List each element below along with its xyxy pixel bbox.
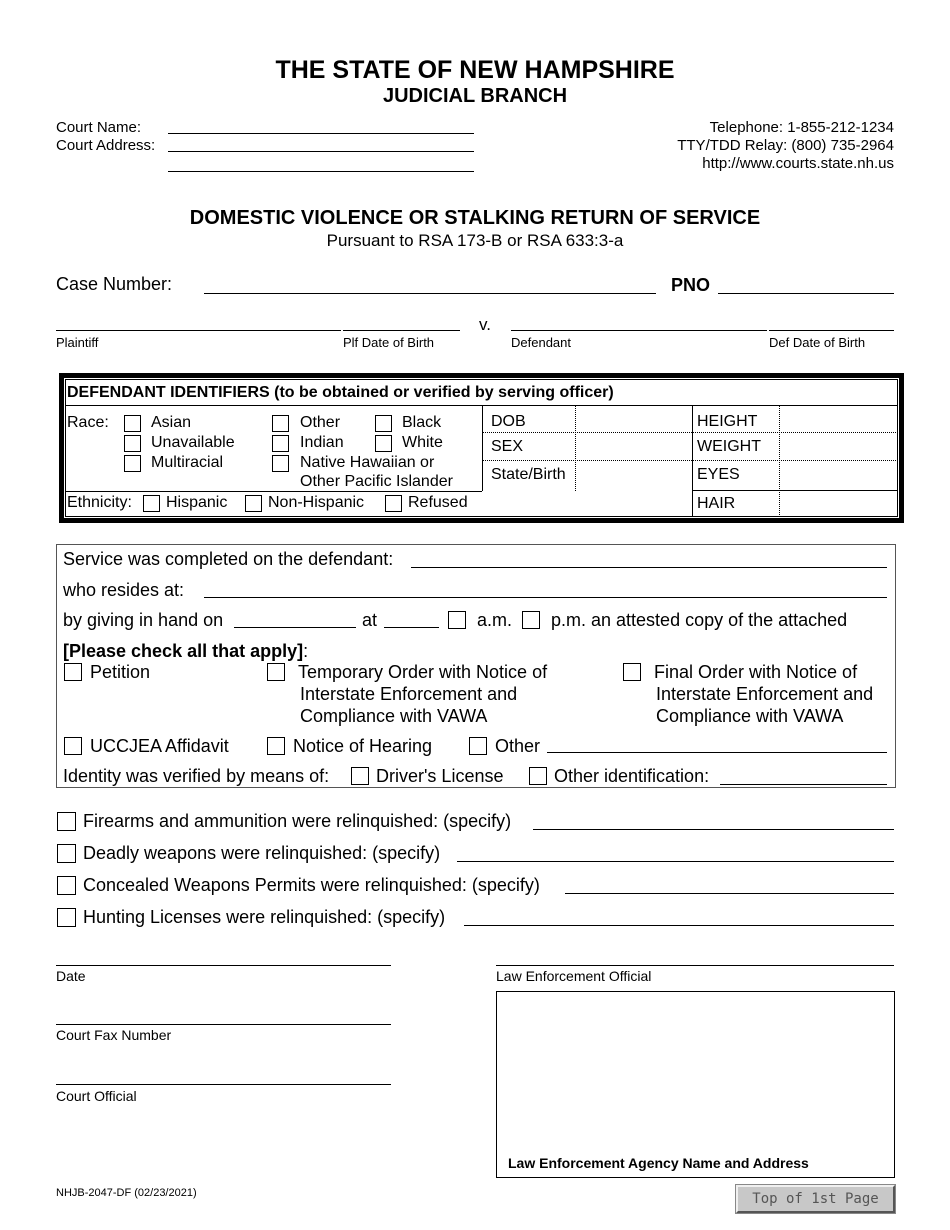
court-fax-field[interactable] (56, 1024, 391, 1025)
am-label: a.m. (477, 610, 513, 630)
race-asian-label: Asian (151, 414, 192, 431)
check-all-heading (63, 641, 308, 662)
ethnicity-non-hispanic-label: Non-Hispanic (268, 494, 365, 511)
form-title: DOMESTIC VIOLENCE OR STALKING RETURN OF SERVICE (189, 207, 761, 229)
race-native-hawaiian-checkbox[interactable] (272, 455, 289, 472)
pno-field[interactable] (718, 293, 894, 294)
race-indian-checkbox[interactable] (272, 435, 289, 452)
service-time-field[interactable] (384, 627, 439, 628)
weight-label: WEIGHT (697, 438, 761, 455)
concealed-permits-field[interactable] (565, 893, 894, 894)
pm-label: p.m. an attested copy of the attached (551, 610, 848, 630)
other-doc-label: Other (495, 736, 541, 756)
defendant-label: Defendant (511, 335, 571, 350)
hair-field[interactable] (782, 492, 896, 516)
eyes-field[interactable] (782, 462, 896, 488)
weight-field[interactable] (782, 434, 896, 458)
date-label: Date (56, 968, 86, 984)
hunting-licenses-checkbox[interactable] (57, 908, 76, 927)
plaintiff-field[interactable] (56, 330, 341, 331)
form-number: NHJB-2047-DF (02/23/2021) (56, 1187, 197, 1199)
check-all-bold: [Please check all that apply] (63, 641, 304, 661)
branch-title: JUDICIAL BRANCH (382, 85, 568, 107)
race-unavailable-label: Unavailable (151, 434, 235, 451)
notice-hearing-checkbox[interactable] (267, 737, 285, 755)
notice-hearing-label: Notice of Hearing (293, 736, 433, 756)
state-title: THE STATE OF NEW HAMPSHIRE (275, 56, 675, 84)
other-doc-field[interactable] (547, 752, 887, 753)
service-completed-label: Service was completed on the defendant: (63, 549, 394, 569)
race-multiracial-label: Multiracial (151, 454, 224, 471)
race-white-checkbox[interactable] (375, 435, 392, 452)
temp-order-checkbox[interactable] (267, 663, 285, 681)
deadly-weapons-field[interactable] (457, 861, 894, 862)
service-defendant-field[interactable] (411, 567, 887, 568)
court-name-label: Court Name: (56, 119, 142, 136)
race-unavailable-checkbox[interactable] (124, 435, 141, 452)
height-label: HEIGHT (697, 413, 758, 430)
race-native-hawaiian-label: Native Hawaiian or (300, 454, 435, 471)
final-order-label-2: Interstate Enforcement and (656, 684, 874, 704)
hair-label: HAIR (697, 495, 736, 512)
grid-divider-dob (575, 406, 576, 491)
temp-order-label-3: Compliance with VAWA (300, 706, 488, 726)
ethnicity-label: Ethnicity: (67, 494, 132, 511)
leo-label: Law Enforcement Official (496, 968, 652, 984)
race-other-label: Other (300, 414, 341, 431)
ethnicity-hispanic-label: Hispanic (166, 494, 228, 511)
race-white-label: White (402, 434, 443, 451)
drivers-license-checkbox[interactable] (351, 767, 369, 785)
form-subtitle: Pursuant to RSA 173-B or RSA 633:3-a (326, 231, 624, 250)
grid-divider-right (779, 406, 780, 517)
state-birth-label: State/Birth (491, 466, 566, 483)
hunting-licenses-label: Hunting Licenses were relinquished: (specify) (83, 907, 446, 927)
race-indian-label: Indian (300, 434, 344, 451)
race-pacific-islander-label: Other Pacific Islander (300, 473, 453, 490)
race-multiracial-checkbox[interactable] (124, 455, 141, 472)
def-dob-label: Def Date of Birth (769, 335, 866, 350)
other-doc-checkbox[interactable] (469, 737, 487, 755)
firearms-checkbox[interactable] (57, 812, 76, 831)
other-id-field[interactable] (720, 784, 887, 785)
resides-field[interactable] (204, 597, 887, 598)
plf-dob-field[interactable] (343, 330, 460, 331)
race-label: Race: (67, 414, 109, 431)
court-official-field[interactable] (56, 1084, 391, 1085)
other-id-label: Other identification: (554, 766, 710, 786)
plaintiff-label: Plaintiff (56, 335, 99, 350)
pno-label: PNO (671, 275, 711, 295)
drivers-license-label: Driver's License (376, 766, 504, 786)
race-other-checkbox[interactable] (272, 415, 289, 432)
check-all-colon: : (303, 641, 309, 661)
sex-field[interactable] (578, 434, 690, 458)
defendant-field[interactable] (511, 330, 767, 331)
am-checkbox[interactable] (448, 611, 466, 629)
height-field[interactable] (782, 408, 896, 430)
court-address-field-1[interactable] (168, 151, 474, 152)
petition-label: Petition (90, 662, 151, 682)
ethnicity-refused-checkbox[interactable] (385, 495, 402, 512)
court-name-field[interactable] (168, 133, 474, 134)
date-field[interactable] (56, 965, 391, 966)
dob-field[interactable] (578, 408, 690, 430)
tty-relay: TTY/TDD Relay: (800) 735-2964 (677, 137, 894, 154)
sex-label: SEX (491, 438, 524, 455)
def-dob-field[interactable] (769, 330, 894, 331)
concealed-permits-label: Concealed Weapons Permits were relinquished: (specify) (83, 875, 540, 895)
race-asian-checkbox[interactable] (124, 415, 141, 432)
identity-label: Identity was verified by means of: (63, 766, 330, 786)
deadly-weapons-label: Deadly weapons were relinquished: (specify) (83, 843, 441, 863)
deadly-weapons-checkbox[interactable] (57, 844, 76, 863)
grid-divider-mid (692, 406, 693, 517)
uccjea-checkbox[interactable] (64, 737, 82, 755)
grid-divider-left (482, 406, 483, 491)
versus-label: v. (479, 315, 491, 334)
leo-signature-field[interactable] (496, 965, 894, 966)
website-link[interactable]: http://www.courts.state.nh.us (702, 155, 894, 172)
ethnicity-non-hispanic-checkbox[interactable] (245, 495, 262, 512)
ethnicity-rule (65, 491, 482, 492)
top-of-page-button[interactable]: Top of 1st Page (736, 1185, 895, 1213)
pm-checkbox[interactable] (522, 611, 540, 629)
firearms-label: Firearms and ammunition were relinquished: (specify) (83, 811, 512, 831)
other-id-checkbox[interactable] (529, 767, 547, 785)
firearms-field[interactable] (533, 829, 894, 830)
temp-order-label-2: Interstate Enforcement and (300, 684, 518, 704)
final-order-label-1: Final Order with Notice of (654, 662, 858, 682)
resides-label: who resides at: (63, 580, 185, 600)
court-address-label: Court Address: (56, 137, 156, 154)
case-number-label: Case Number: (56, 274, 173, 294)
identifiers-title: DEFENDANT IDENTIFIERS (to be obtained or verified by serving officer) (67, 384, 614, 401)
court-official-label: Court Official (56, 1088, 137, 1104)
telephone: Telephone: 1-855-212-1234 (709, 119, 894, 136)
grid-row-rule-3 (692, 490, 898, 491)
grid-row-rule-1 (482, 432, 898, 433)
hunting-licenses-field[interactable] (464, 925, 894, 926)
eyes-label: EYES (697, 466, 740, 483)
race-black-label: Black (402, 414, 442, 431)
race-black-checkbox[interactable] (375, 415, 392, 432)
court-address-field-2[interactable] (168, 171, 474, 172)
final-order-checkbox[interactable] (623, 663, 641, 681)
court-fax-label: Court Fax Number (56, 1027, 172, 1043)
dob-label: DOB (491, 413, 526, 430)
ethnicity-hispanic-checkbox[interactable] (143, 495, 160, 512)
state-birth-field[interactable] (578, 462, 690, 488)
ethnicity-refused-label: Refused (408, 494, 468, 511)
agency-address-box[interactable] (496, 991, 895, 1178)
grid-row-rule-2 (482, 460, 898, 461)
agency-label: Law Enforcement Agency Name and Address (508, 1155, 809, 1171)
petition-checkbox[interactable] (64, 663, 82, 681)
final-order-label-3: Compliance with VAWA (656, 706, 844, 726)
case-number-field[interactable] (204, 293, 656, 294)
service-date-field[interactable] (234, 627, 356, 628)
at-label: at (362, 610, 378, 630)
uccjea-label: UCCJEA Affidavit (90, 736, 229, 756)
temp-order-label-1: Temporary Order with Notice of (298, 662, 548, 682)
plf-dob-label: Plf Date of Birth (343, 335, 435, 350)
concealed-permits-checkbox[interactable] (57, 876, 76, 895)
giving-label: by giving in hand on (63, 610, 224, 630)
